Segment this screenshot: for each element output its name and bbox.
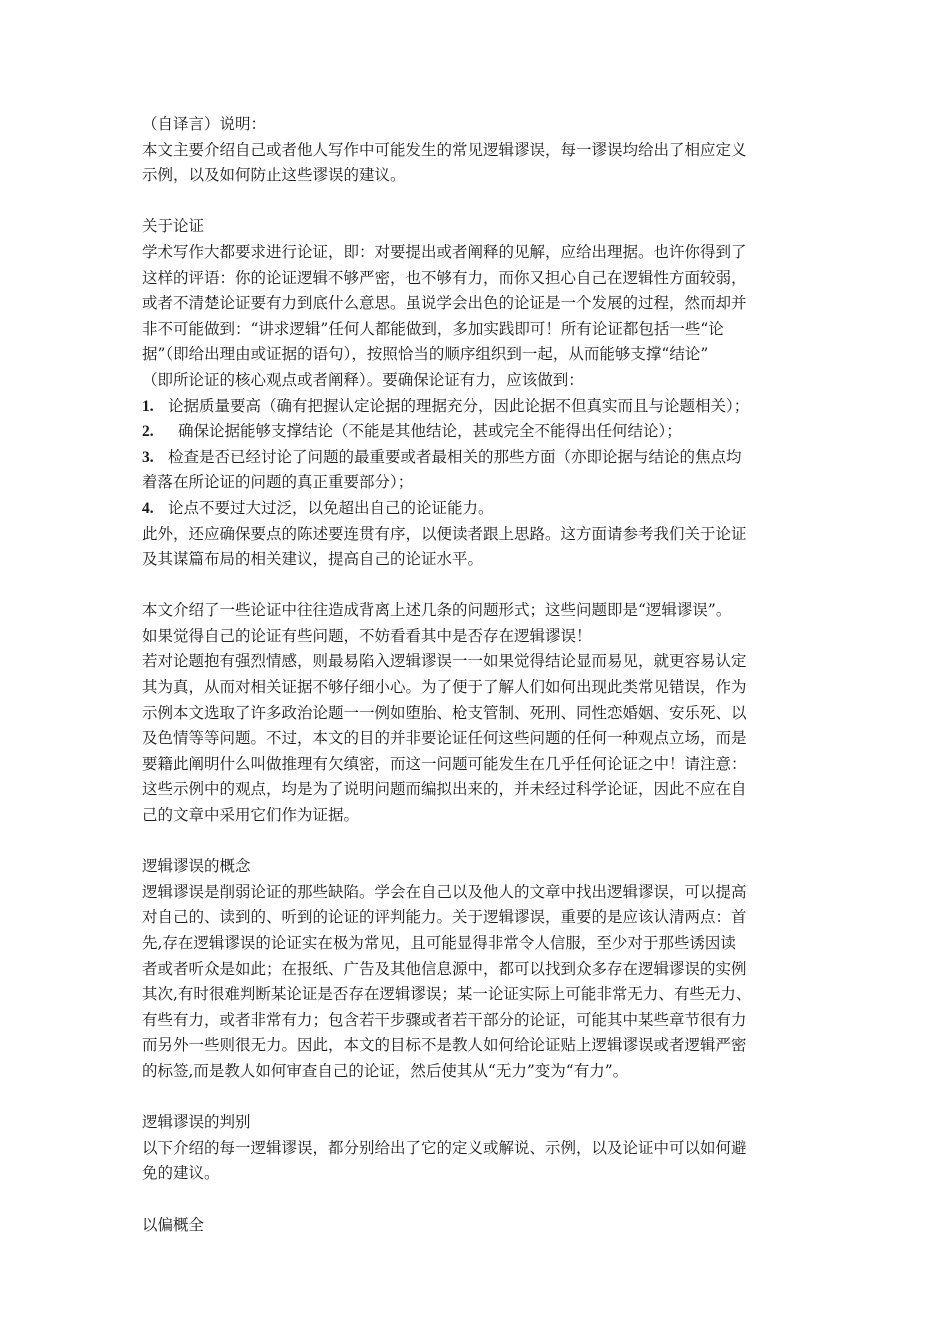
list-item-continuation: 着落在所论证的问题的真正重要部分）； xyxy=(142,473,414,492)
list-text: 论据质量要高（确有把握认定论据的理据充分，因此论据不但真实而且与论题相关）； xyxy=(168,396,750,415)
paragraph-spacer xyxy=(142,189,818,215)
body-line: 而另外一些则很无力。因此，本文的目标不是教人如何给论证贴上逻辑谬误或者逻辑严密 xyxy=(142,1036,747,1055)
paragraph-spacer xyxy=(142,573,818,599)
body-line: 及色情等等问题。不过，本文的目的并非要论证任何这些问题的任何一种观点立场，而是 xyxy=(142,729,747,748)
section-heading-hasty-generalization: 以偏概全 xyxy=(142,1215,205,1234)
list-number: 1. xyxy=(142,397,154,415)
paragraph-spacer xyxy=(142,1187,818,1213)
body-line: 本文介绍了一些论证中往往造成背离上述几条的问题形式；这些问题即是“逻辑谬误”。 xyxy=(142,601,732,620)
body-line: 己的文章中采用它们作为证据。 xyxy=(142,806,360,825)
section-heading-concept: 逻辑谬误的概念 xyxy=(142,857,251,876)
body-line: 以下介绍的每一逻辑谬误，都分别给出了它的定义或解说、示例，以及论证中可以如何避 xyxy=(142,1138,747,1157)
body-line: 此外，还应确保要点的陈述要连贯有序，以便读者跟上思路。这方面请参考我们关于论证 xyxy=(142,524,747,543)
body-line: 据”（即给出理由或证据的语句），按照恰当的顺序组织到一起，从而能够支撑“结论” xyxy=(142,345,709,364)
paragraph-spacer xyxy=(142,1085,818,1111)
body-line: 或者不清楚论证要有力到底什么意思。虽说学会出色的论证是一个发展的过程，然而却并 xyxy=(142,294,747,313)
body-line: 如果觉得自己的论证有些问题，不妨看看其中是否存在逻辑谬误！ xyxy=(142,626,592,645)
list-item xyxy=(142,419,818,445)
list-text: 确保论据能够支撑结论（不能是其他结论，甚或完全不能得出任何结论）； xyxy=(178,422,682,441)
body-line: 者或者听众是如此；在报纸、广告及其他信息源中，都可以找到众多存在逻辑谬误的实例 xyxy=(142,959,747,978)
document-page xyxy=(142,112,818,1238)
list-number: 3. xyxy=(142,448,154,466)
body-line: 及其谋篇布局的相关建议，提高自己的论证水平。 xyxy=(142,550,484,569)
list-item xyxy=(142,496,818,522)
body-line: 这样的评语：你的论证逻辑不够严密，也不够有力，而你又担心自己在逻辑性方面较弱， xyxy=(142,268,747,287)
body-line: 其次,有时很难判断某论证是否存在逻辑谬误；某一论证实际上可能非常无力、有些无力、 xyxy=(142,985,752,1004)
body-line: 逻辑谬误是削弱论证的那些缺陷。学会在自己以及他人的文章中找出逻辑谬误，可以提高 xyxy=(142,882,747,901)
list-item xyxy=(142,445,818,471)
body-line: 有些有力，或者非常有力；包含若干步骤或者若干部分的论证，可能其中某些章节很有力 xyxy=(142,1010,747,1029)
intro-line: 示例，以及如何防止这些谬误的建议。 xyxy=(142,166,406,185)
intro-line: 本文主要介绍自己或者他人写作中可能发生的常见逻辑谬误，每一谬误均给出了相应定义 xyxy=(142,140,747,159)
section-heading-identification: 逻辑谬误的判别 xyxy=(142,1113,251,1132)
intro-heading: （自译言）说明： xyxy=(142,115,267,133)
list-text: 论点不要过大过泛，以免超出自己的论证能力。 xyxy=(168,498,494,517)
body-line: （即所论证的核心观点或者阐释）。要确保论证有力，应该做到： xyxy=(142,370,584,389)
body-line: 的标签,而是教人如何审查自己的论证，然后使其从“无力”变为“有力”。 xyxy=(142,1061,629,1080)
body-line: 其为真，从而对相关证据不够仔细小心。为了便于了解人们如何出现此类常见错误，作为 xyxy=(142,678,747,697)
body-line: 免的建议。 xyxy=(142,1164,220,1183)
body-line: 学术写作大都要求进行论证，即：对要提出或者阐释的见解，应给出理据。也许你得到了 xyxy=(142,242,747,261)
list-number: 2. xyxy=(142,423,154,441)
section-heading-about-argument: 关于论证 xyxy=(142,217,205,236)
body-line: 这些示例中的观点，均是为了说明问题而编拟出来的，并未经过科学论证，因此不应在自 xyxy=(142,780,747,799)
body-line: 非不可能做到：“讲求逻辑”任何人都能做到，多加实践即可！所有论证都包括一些“论 xyxy=(142,319,724,338)
body-line: 要籍此阐明什么叫做推理有欠缜密，而这一问题可能发生在几乎任何论证之中！请注意： xyxy=(142,754,747,773)
body-line: 对自己的、读到的、听到的论证的评判能力。关于逻辑谬误，重要的是应该认清两点：首 xyxy=(142,908,747,927)
body-line: 若对论题抱有强烈情感，则最易陷入逻辑谬误一一如果觉得结论显而易见，就更容易认定 xyxy=(142,652,747,671)
body-line: 先,存在逻辑谬误的论证实在极为常见，且可能显得非常令人信服，至少对于那些诱因读 xyxy=(142,934,736,952)
list-number: 4. xyxy=(142,499,154,517)
body-line: 示例本文选取了许多政治论题一一例如堕胎、枪支管制、死刑、同性恋婚姻、安乐死、以 xyxy=(142,703,747,722)
list-item xyxy=(142,394,818,420)
paragraph-spacer xyxy=(142,829,818,855)
list-text: 检查是否已经讨论了问题的最重要或者最相关的那些方面（亦即论据与结论的焦点均 xyxy=(168,447,742,466)
